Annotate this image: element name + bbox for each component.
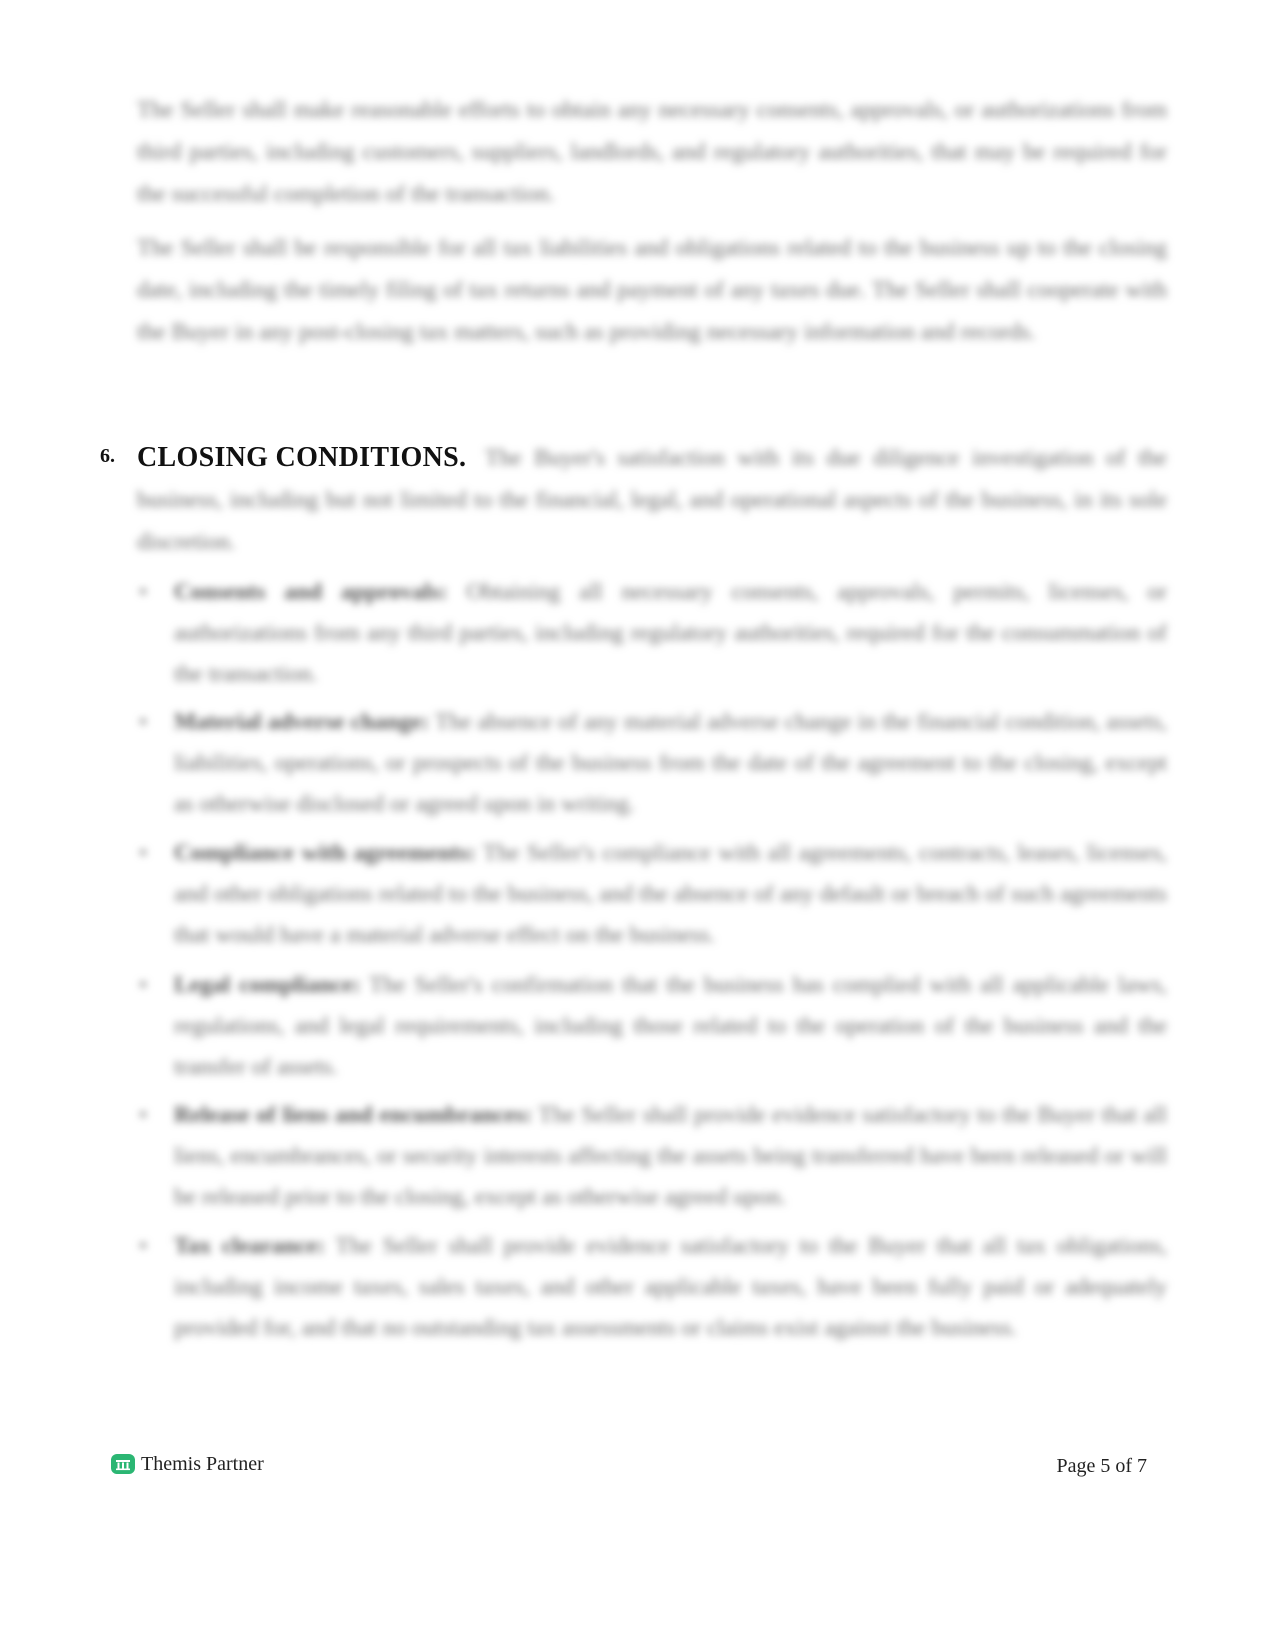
bullet-term: Release of liens and encumbrances:	[174, 1102, 533, 1128]
closing-conditions-list	[137, 572, 1167, 1349]
bullet-dot: •	[139, 709, 148, 735]
page-number: Page 5 of 7	[1056, 1455, 1147, 1477]
list-item	[137, 965, 1167, 1088]
section-body: The Buyer's satisfaction with its due diligence investigation of the business, including but not limited to the financial, legal, and operational aspects of the business, in its sole discretion.	[137, 445, 1167, 555]
themis-partner-logo-icon	[111, 1454, 135, 1476]
bullet-text: The Seller's confirmation that the business has complied with all applicable laws, regulations, and legal requirements, including those related to the operation of the business and the transfer of assets.	[174, 972, 1167, 1080]
list-item	[137, 1095, 1167, 1218]
bullet-dot: •	[139, 972, 148, 998]
list-item	[137, 702, 1167, 825]
bullet-term: Tax clearance:	[174, 1233, 325, 1259]
bullet-dot: •	[139, 1233, 148, 1259]
bullet-dot: •	[139, 579, 148, 605]
list-item	[137, 1226, 1167, 1349]
brand-name: Themis Partner	[141, 1453, 264, 1475]
bullet-term: Consents and approvals:	[174, 579, 448, 605]
bullet-text: The absence of any material adverse change in the financial condition, assets, liabilities, operations, or prospects of the business from the date of the agreement to the closing, except as otherwise disclosed or agreed upon in writing.	[174, 709, 1167, 817]
bullet-term: Material adverse change:	[174, 709, 430, 735]
bullet-text: Obtaining all necessary consents, approvals, permits, licenses, or authorizations from any third parties, including regulatory authorities, required for the consummation of the transaction.	[174, 579, 1168, 687]
paragraph-consents: The Seller shall make reasonable efforts to obtain any necessary consents, approvals, or authorizations from third parties, including customers, suppliers, landlords, and regulatory authorities, that may be required for the successful completion of the transaction.	[137, 97, 1167, 207]
bullet-dot: •	[139, 1102, 148, 1128]
bullet-dot: •	[139, 840, 148, 866]
page-footer	[111, 1453, 1147, 1483]
list-item	[137, 833, 1167, 956]
paragraph-tax-liabilities: The Seller shall be responsible for all tax liabilities and obligations related to the business up to the closing date, including the timely filing of tax returns and payment of any taxes due. The Seller shall cooperate with the Buyer in any post-closing tax matters, such as providing necessary information and records.	[137, 235, 1167, 345]
bullet-text: The Seller shall provide evidence satisfactory to the Buyer that all tax obligations, including income taxes, sales taxes, and other applicable taxes, have been fully paid or adequately provided for, and that no outstanding tax assessments or claims exist against the business.	[174, 1233, 1167, 1341]
bullet-term: Compliance with agreements:	[174, 840, 476, 866]
section-number: 6.	[100, 445, 115, 467]
bullet-text: The Seller shall provide evidence satisfactory to the Buyer that all liens, encumbrances, or security interests affecting the assets being transferred have been released or will be released prior to the closing, except as otherwise agreed upon.	[174, 1102, 1167, 1210]
section-heading: CLOSING CONDITIONS.	[137, 442, 467, 473]
list-item	[137, 572, 1167, 695]
brand	[111, 1453, 264, 1476]
bullet-term: Legal compliance:	[174, 972, 361, 998]
bullet-text: The Seller's compliance with all agreements, contracts, leases, licenses, and other obligations related to the business, and the absence of any default or breach of such agreements that would have a material adverse effect on the business.	[174, 840, 1167, 948]
